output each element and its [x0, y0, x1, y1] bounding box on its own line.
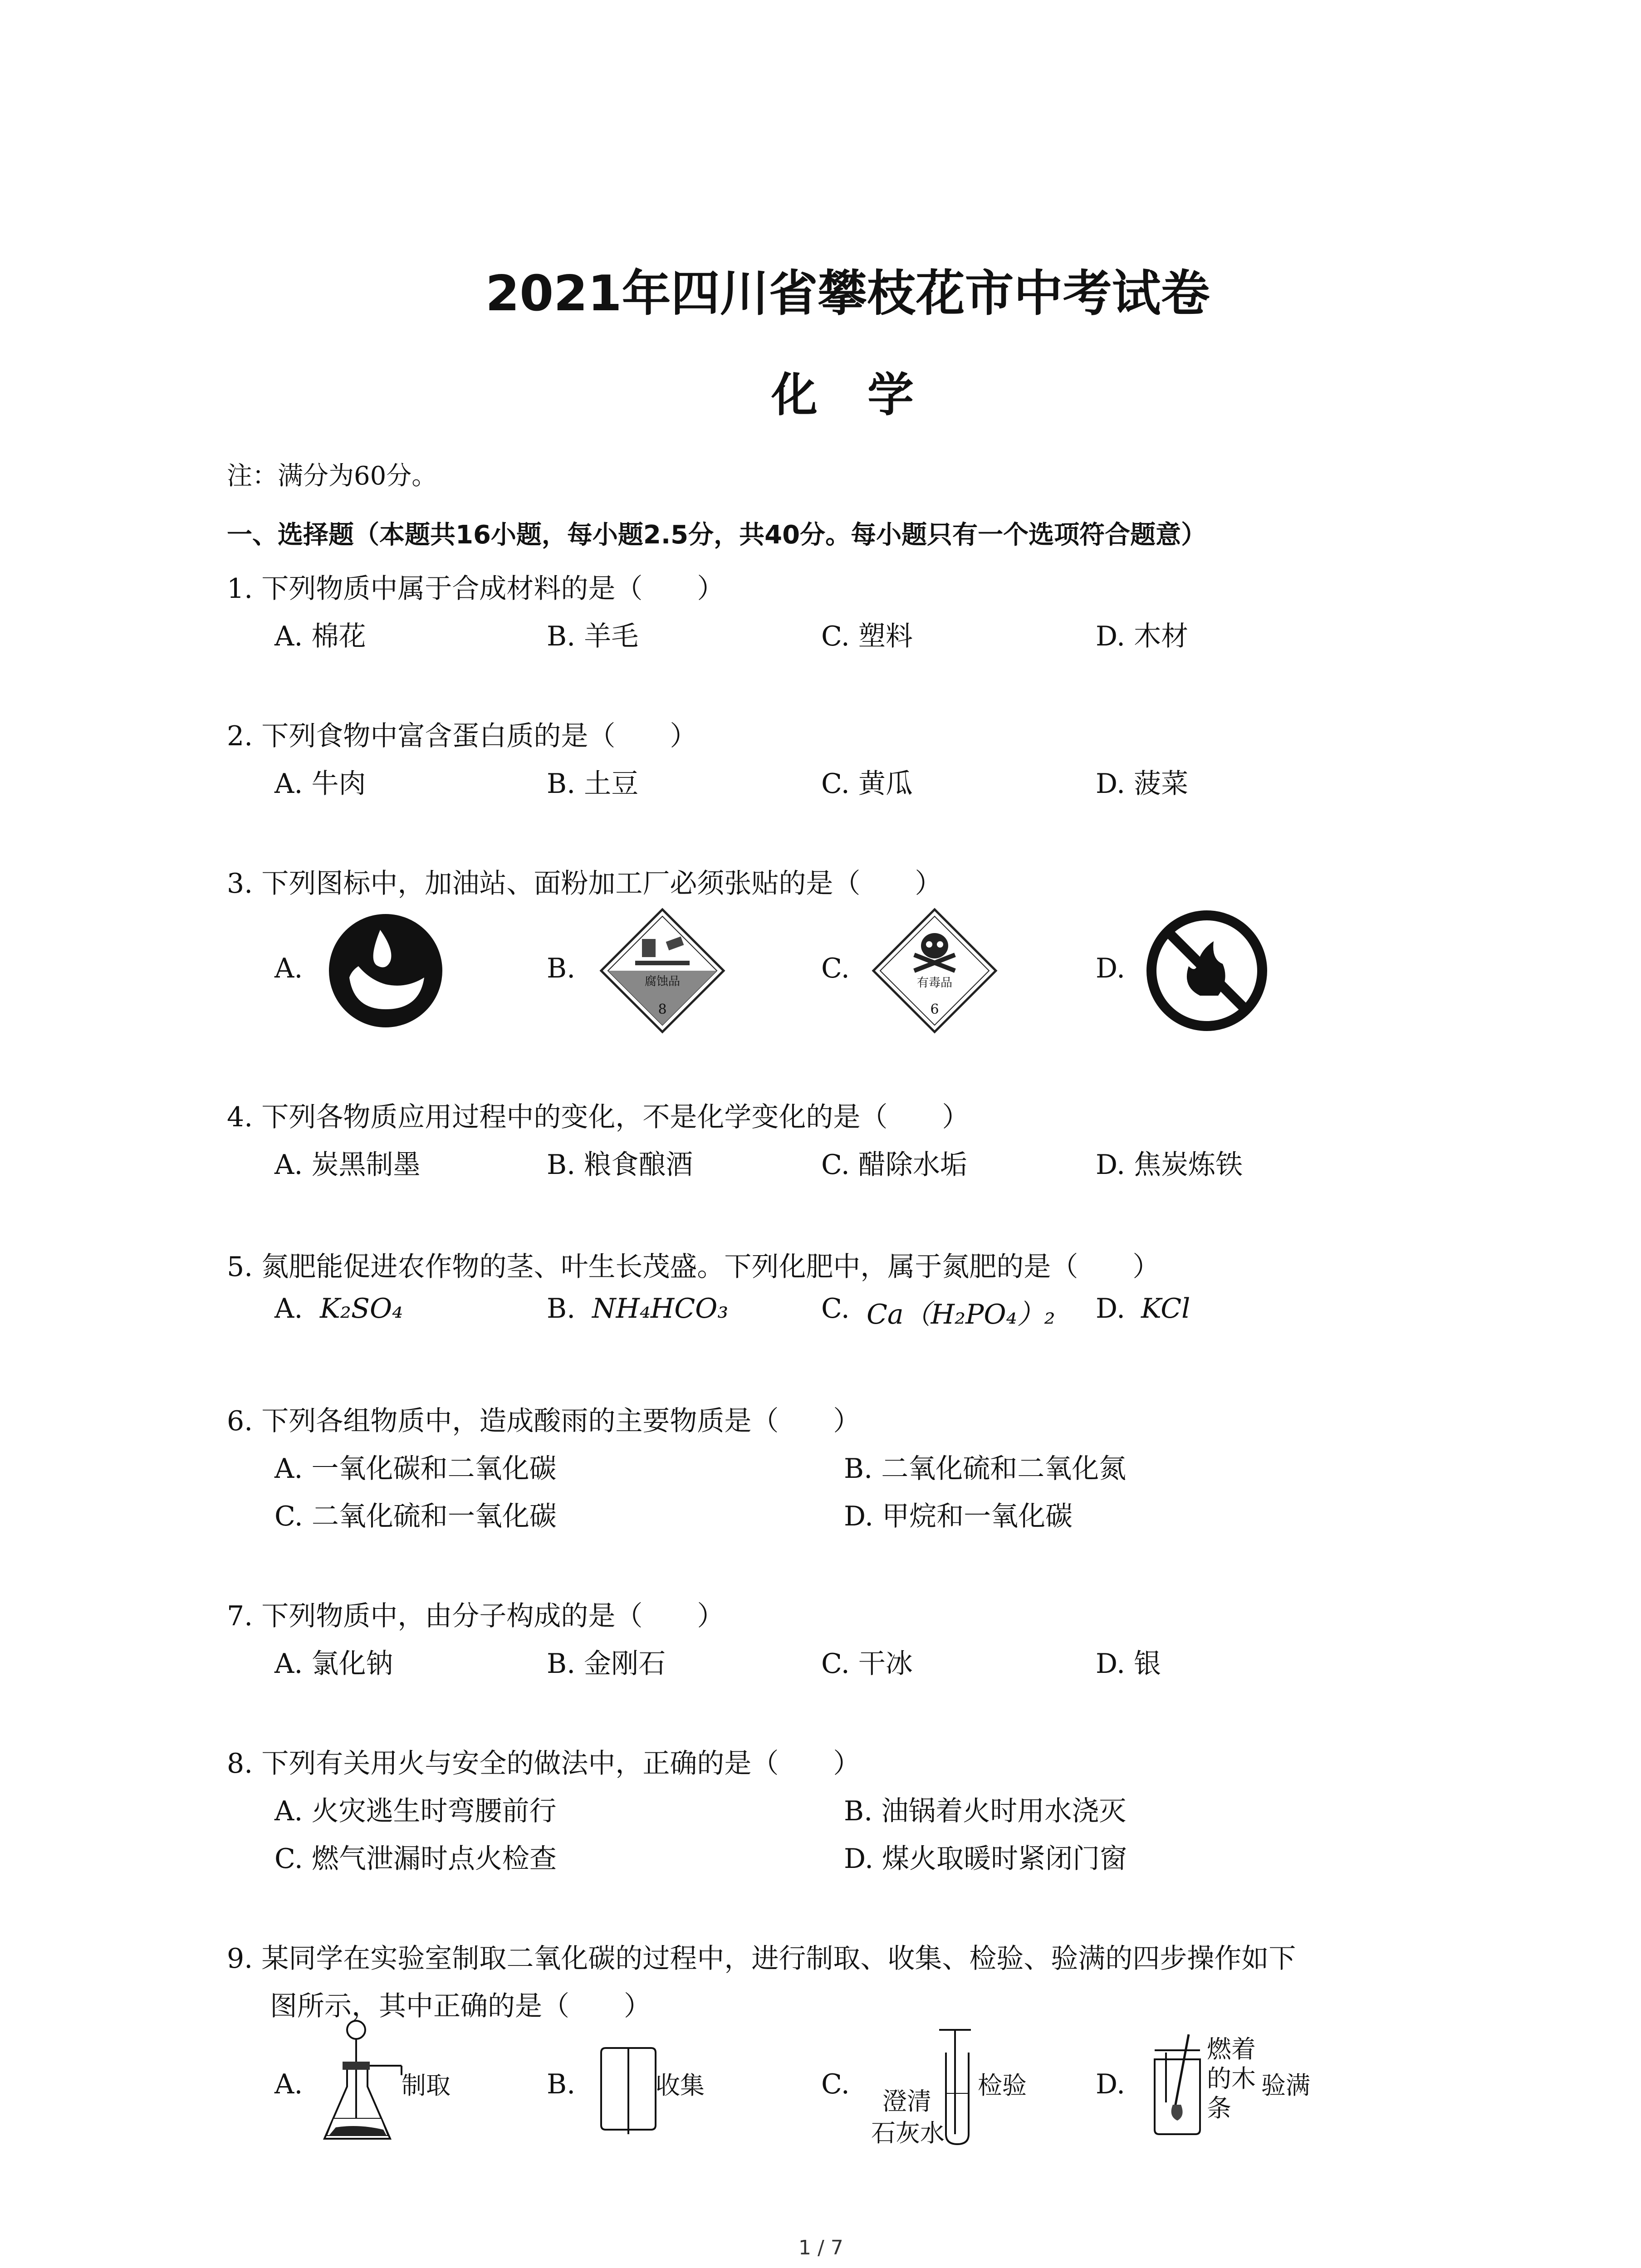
- q9-c-side-1: 澄清: [882, 2087, 931, 2116]
- flask-icon: [318, 2019, 408, 2150]
- q9-letter-c: C.: [821, 2068, 850, 2100]
- q5-formula-d: KCl: [1141, 1293, 1190, 1325]
- question-5: 5. 氮肥能促进农作物的茎、叶生长茂盛。下列化肥中，属于氮肥的是（ ）: [227, 1251, 1160, 1283]
- q9-label-b: 收集: [656, 2071, 705, 2100]
- q5-letter-d: D.: [1096, 1293, 1126, 1325]
- q3-letter-b: B.: [547, 953, 576, 984]
- corrosive-sign-icon: [599, 907, 726, 1034]
- toxic-label: 有毒品: [916, 976, 953, 990]
- q8-option-a: A. 火灾逃生时弯腰前行: [274, 1795, 557, 1827]
- q5-formula-c: Ca（H₂PO₄）₂: [867, 1299, 1055, 1330]
- q8-option-c: C. 燃气泄漏时点火检查: [274, 1843, 557, 1875]
- question-7: 7. 下列物质中，由分子构成的是（ ）: [227, 1600, 725, 1632]
- q3-letter-d: D.: [1096, 953, 1126, 984]
- score-note: 注：满分为60分。: [227, 461, 437, 491]
- question-3: 3. 下列图标中，加油站、面粉加工厂必须张贴的是（ ）: [227, 868, 942, 899]
- question-4: 4. 下列各物质应用过程中的变化，不是化学变化的是（ ）: [227, 1101, 970, 1133]
- q1-option-b: B. 羊毛: [547, 621, 639, 652]
- q9-label-d: 验满: [1261, 2071, 1310, 2100]
- q4-option-a: A. 炭黑制墨: [274, 1149, 421, 1181]
- section-heading: 一、选择题（本题共16小题，每小题2.5分，共40分。每小题只有一个选项符合题意）: [227, 520, 1207, 550]
- question-9-line2: 图所示，其中正确的是（ ）: [270, 1990, 651, 2022]
- q1-option-d: D. 木材: [1096, 621, 1189, 652]
- q7-option-b: B. 金刚石: [547, 1648, 666, 1680]
- corrosive-class: 8: [658, 1002, 667, 1017]
- test-tube-icon: [937, 2025, 978, 2148]
- q9-c-side-2: 石灰水: [871, 2119, 945, 2147]
- q7-option-a: A. 氯化钠: [274, 1648, 393, 1680]
- corrosive-label: 腐蚀品: [644, 975, 681, 988]
- q9-letter-a: A.: [274, 2068, 303, 2100]
- q6-option-d: D. 甲烷和一氧化碳: [844, 1501, 1073, 1532]
- question-8: 8. 下列有关用火与安全的做法中，正确的是（ ）: [227, 1748, 861, 1779]
- gas-bottle-icon: [597, 2043, 660, 2134]
- q9-label-c: 检验: [978, 2071, 1027, 2100]
- q9-d-side-2: 的木: [1207, 2064, 1256, 2093]
- q2-option-a: A. 牛肉: [274, 768, 366, 800]
- question-9-line1: 9. 某同学在实验室制取二氧化碳的过程中，进行制取、收集、检验、验满的四步操作如下: [227, 1943, 1296, 1975]
- q1-option-a: A. 棉花: [274, 621, 366, 652]
- q5-formula-b: NH₄HCO₃: [592, 1293, 729, 1325]
- q4-option-d: D. 焦炭炼铁: [1096, 1149, 1243, 1181]
- page-number: 1 / 7: [798, 2236, 843, 2259]
- q8-option-b: B. 油锅着火时用水浇灭: [844, 1795, 1127, 1827]
- water-drop-icon: [327, 912, 445, 1030]
- question-2: 2. 下列食物中富含蛋白质的是（ ）: [227, 720, 697, 752]
- q9-d-side-1: 燃着: [1207, 2035, 1256, 2063]
- q5-letter-a: A.: [274, 1293, 303, 1325]
- q6-option-c: C. 二氧化硫和一氧化碳: [274, 1501, 557, 1532]
- q2-option-b: B. 土豆: [547, 768, 639, 800]
- q5-letter-c: C.: [821, 1293, 850, 1325]
- toxic-sign-icon: [871, 907, 998, 1034]
- q4-option-b: B. 粮食酿酒: [547, 1149, 693, 1181]
- q4-option-c: C. 醋除水垢: [821, 1149, 967, 1181]
- q9-label-a: 制取: [402, 2071, 451, 2100]
- subject-title: 化学: [771, 368, 964, 422]
- toxic-class: 6: [930, 1002, 939, 1017]
- q5-formula-a: K₂SO₄: [320, 1293, 403, 1325]
- question-1: 1. 下列物质中属于合成材料的是（ ）: [227, 573, 725, 605]
- q7-option-c: C. 干冰: [821, 1648, 913, 1680]
- q2-option-c: C. 黄瓜: [821, 768, 913, 800]
- question-6: 6. 下列各组物质中，造成酸雨的主要物质是（ ）: [227, 1405, 861, 1437]
- q6-option-b: B. 二氧化硫和二氧化氮: [844, 1453, 1127, 1485]
- q9-letter-d: D.: [1096, 2068, 1126, 2100]
- q6-option-a: A. 一氧化碳和二氧化碳: [274, 1453, 557, 1485]
- q8-option-d: D. 煤火取暖时紧闭门窗: [844, 1843, 1127, 1875]
- q2-option-d: D. 菠菜: [1096, 768, 1189, 800]
- q7-option-d: D. 银: [1096, 1648, 1161, 1680]
- q9-d-side-3: 条: [1207, 2094, 1231, 2122]
- page-title: 2021年四川省攀枝花市中考试卷: [485, 265, 1210, 322]
- q3-letter-a: A.: [274, 953, 303, 984]
- bottle-splint-icon: [1146, 2028, 1209, 2136]
- q1-option-c: C. 塑料: [821, 621, 913, 652]
- no-fire-sign-icon: [1146, 909, 1268, 1032]
- q9-letter-b: B.: [547, 2068, 576, 2100]
- q3-letter-c: C.: [821, 953, 850, 984]
- q5-letter-b: B.: [547, 1293, 576, 1325]
